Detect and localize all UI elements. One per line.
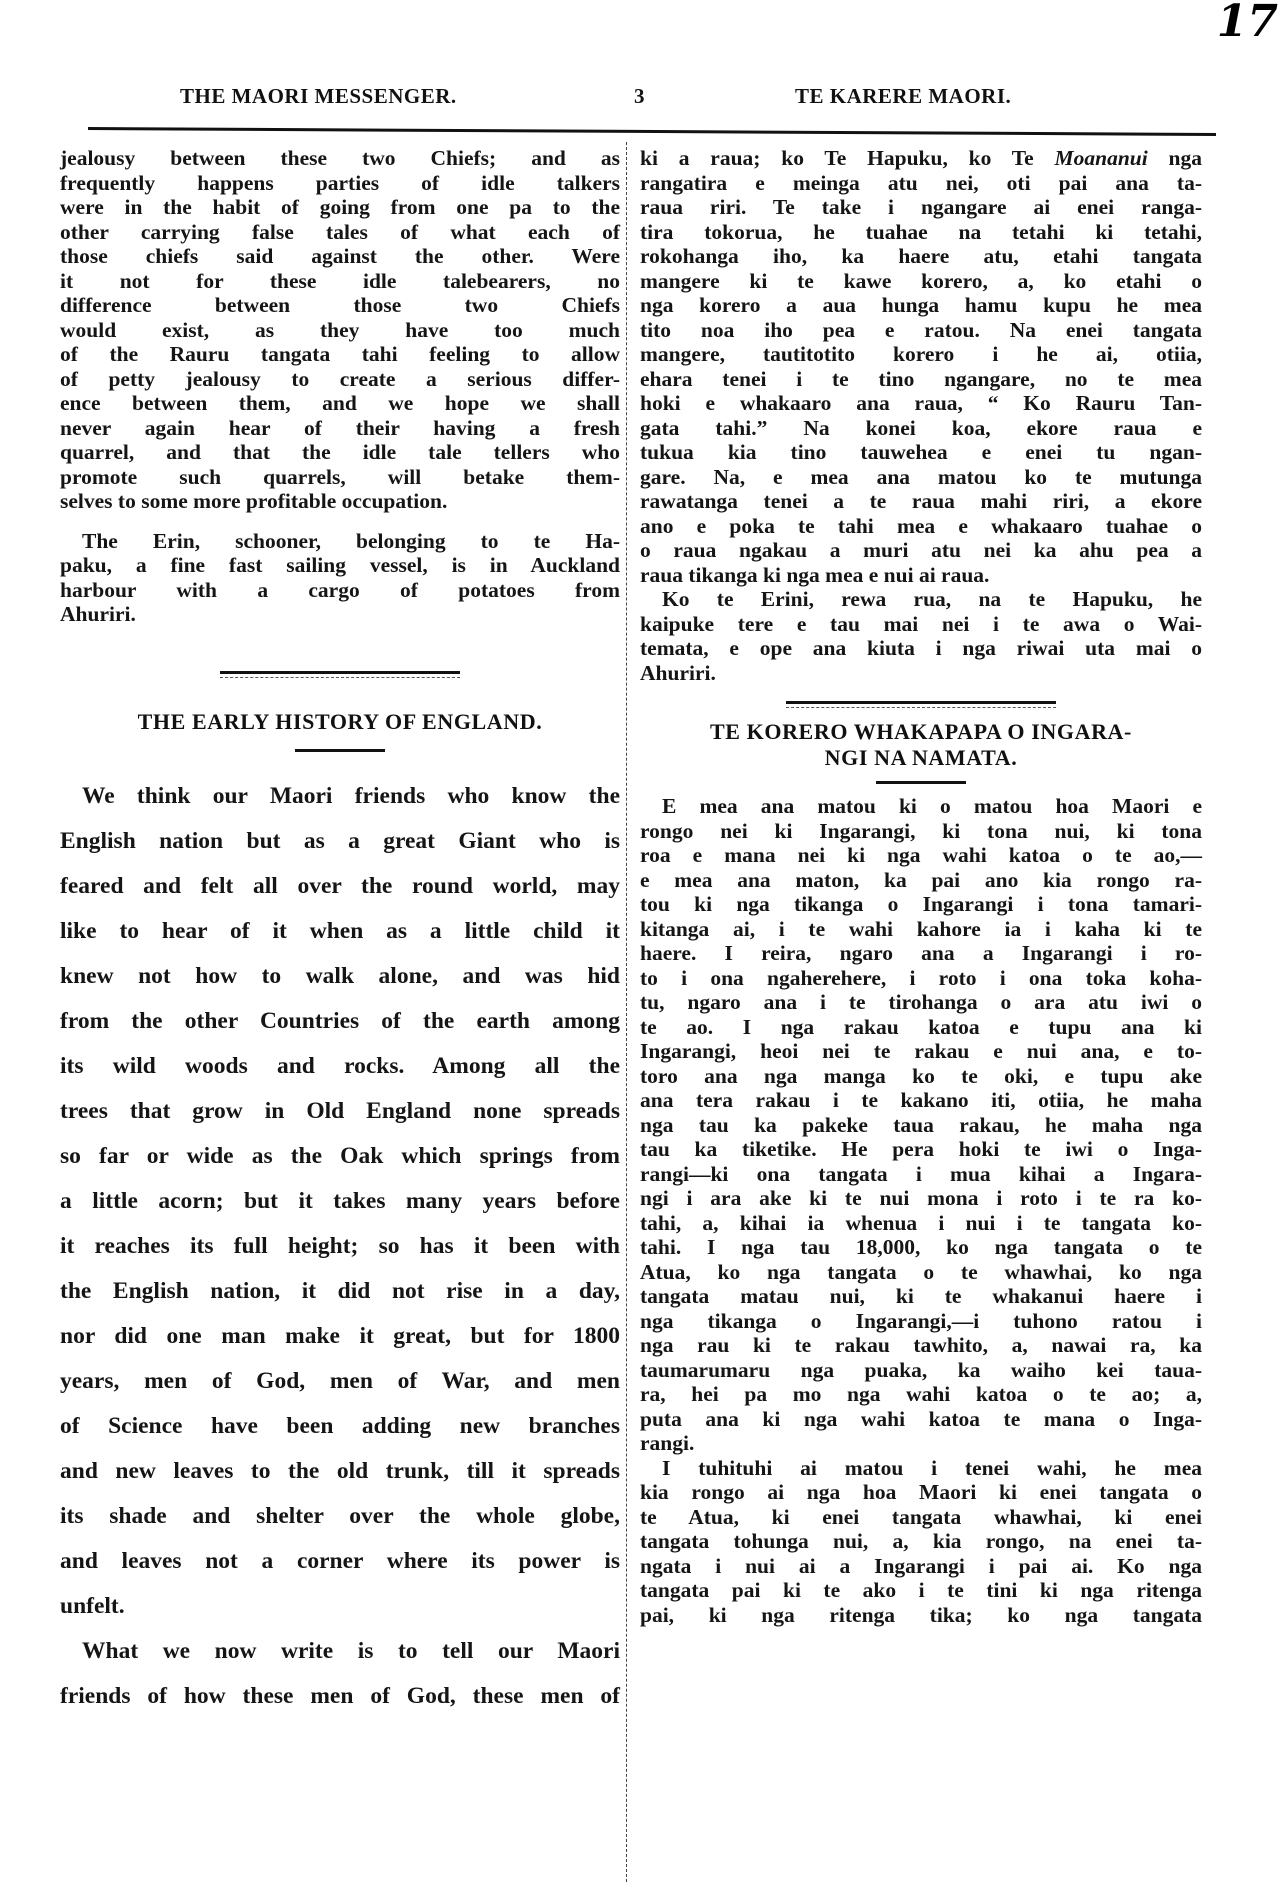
text-line: What we now write is to tell our Maori <box>82 1637 620 1664</box>
text-line: ehara tenei i te tino ngangare, no te mea <box>640 366 1202 391</box>
text-line: ana tera rakau i te kakano iti, otiia, he maha <box>640 1088 1202 1112</box>
text-line: other carrying false tales of what each of <box>60 219 620 244</box>
text-line: from the other Countries of the earth among <box>60 1007 620 1034</box>
text-line: o raua ngakau a muri atu nei ka ahu pea a <box>640 538 1202 562</box>
text-line: nga korero a aua hunga hamu kupu he mea <box>640 293 1202 317</box>
page-number: 3 <box>634 84 645 108</box>
text-line: ra, hei pa mo nga wahi katoa o te ao; a, <box>640 1382 1202 1406</box>
text-line: were in the habit of going from one pa to the <box>60 195 620 219</box>
text-line: tukua kia tino tauwehea e enei tu ngan- <box>640 440 1202 464</box>
text-line: jealousy between these two Chiefs; and as <box>60 146 620 170</box>
text-line: tangata tohunga nui, a, kia rongo, na enei ta- <box>640 1529 1202 1553</box>
text-line: toro ana nga manga ko te oki, e tupu ake <box>640 1063 1202 1088</box>
text-line: of Science have been adding new branches <box>60 1412 620 1439</box>
text-line: its shade and shelter over the whole globe, <box>60 1502 620 1529</box>
text-line: feared and felt all over the round world, may <box>60 872 620 899</box>
text-line: to i ona ngaherehere, i roto i ona toka koha- <box>640 965 1202 990</box>
text-line: of petty jealousy to create a serious differ- <box>60 366 620 391</box>
text-line: te Atua, ki enei tangata whawhai, ki enei <box>640 1504 1202 1529</box>
text-line: ence between them, and we hope we shall <box>60 391 620 415</box>
text-line: mangere, tautitotito korero i he ai, otiia, <box>640 342 1202 366</box>
text-line: it not for these idle talebearers, no <box>60 268 620 293</box>
text-line: and leaves not a corner where its power is <box>60 1547 620 1574</box>
text-line: rangi. <box>640 1431 695 1455</box>
text-line: its wild woods and rocks. Among all the <box>60 1052 620 1079</box>
text-line: tou ki nga tikanga o Ingarangi i tona tamari- <box>640 892 1202 916</box>
article-erin-paragraph <box>60 529 620 627</box>
article-korero-paragraph <box>640 794 1202 1456</box>
text-line: of the Rauru tangata tahi feeling to allow <box>60 342 620 366</box>
running-header <box>0 84 1280 114</box>
text-line: tito noa iho pea e ratou. Na enei tangata <box>640 317 1202 342</box>
text-line: tu, ngaro ana i te tirohanga o ara atu iwi o <box>640 990 1202 1014</box>
text-line: selves to some more profitable occupation. <box>60 489 448 513</box>
english-column <box>60 146 620 1719</box>
text-line: E mea ana matou ki o matou hoa Maori e <box>662 794 1202 818</box>
text-line: The Erin, schooner, belonging to te Ha- <box>82 528 620 553</box>
header-title-maori: TE KARERE MAORI. <box>795 84 1012 108</box>
text-line: Ahuriri. <box>60 602 136 626</box>
heading-underline <box>295 749 385 752</box>
text-line: Ingarangi, heoi nei te rakau e nui ana, e to- <box>640 1039 1202 1063</box>
text-line: ngi i ara ake ki te nui mona i roto i te ra ko- <box>640 1186 1202 1210</box>
text-line: e mea ana maton, ka pai ano kia rongo ra- <box>640 867 1202 892</box>
header-title-english: THE MAORI MESSENGER. <box>180 84 457 108</box>
text-line: never again hear of their having a fresh <box>60 415 620 440</box>
text-line: would exist, as they have too much <box>60 317 620 342</box>
text-line: kia rongo ai nga hoa Maori ki enei tangata o <box>640 1480 1202 1504</box>
section-heading-early-history: THE EARLY HISTORY OF ENGLAND. <box>137 708 543 734</box>
article-korero-paragraph-2 <box>640 1456 1202 1628</box>
text-line: like to hear of it when as a little child it <box>60 917 620 944</box>
text-line: pai, ki nga ritenga tika; ko nga tangata <box>640 1602 1202 1627</box>
italic-name: Moananui <box>1054 146 1148 170</box>
text-line: puta ana ki nga wahi katoa te mana o Inga- <box>640 1406 1202 1431</box>
article-rangatira-paragraph <box>640 146 1202 587</box>
text-line: Atua, ko nga tangata o te whawhai, ko nga <box>640 1259 1202 1284</box>
text-line: te ao. I nga rakau katoa e tupu ana ki <box>640 1014 1202 1039</box>
text-line: nga rau ki te rakau tawhito, a, nawai ra, ka <box>640 1333 1202 1357</box>
text-line: frequently happens parties of idle talkers <box>60 170 620 195</box>
text-line: taumarumaru nga puaka, ka waiho kei taua- <box>640 1357 1202 1382</box>
text-line: Ahuriri. <box>640 660 716 685</box>
text-line: nga tikanga o Ingarangi,—i tuhono ratou i <box>640 1308 1202 1333</box>
article-early-history-paragraph <box>60 774 620 1629</box>
column-divider <box>626 142 627 1882</box>
text-line: tangata matau nui, ki te whakanui haere i <box>640 1284 1202 1308</box>
text-line: years, men of God, men of War, and men <box>60 1367 620 1394</box>
text-line: gare. Na, e mea ana matou ko te mutunga <box>640 464 1202 489</box>
article-chiefs-paragraph <box>60 146 620 514</box>
text-line: nga tau ka pakeke taua rakau, he maha nga <box>640 1112 1202 1137</box>
text-line: trees that grow in Old England none spreads <box>60 1097 620 1124</box>
section-heading-korero-line1: TE KORERO WHAKAPAPA O INGARA- <box>710 719 1132 744</box>
text-line: knew not how to walk alone, and was hid <box>60 962 620 989</box>
section-separator <box>220 671 460 679</box>
text-line: raua tikanga ki nga mea e nui ai raua. <box>640 562 990 587</box>
text-line: We think our Maori friends who know the <box>82 782 620 809</box>
text-line: ki a raua; ko Te Hapuku, ko Te Moananui nga <box>640 146 1202 170</box>
heading-underline-maori <box>876 781 966 784</box>
text-line: rongo nei ki Ingarangi, ki tona nui, ki tona <box>640 818 1202 843</box>
text-line: unfelt. <box>60 1592 125 1619</box>
text-line: tira tokorua, he tuahae na tetahi ki tetahi, <box>640 219 1202 244</box>
page-mark: 17 <box>1216 0 1278 47</box>
header-rule <box>88 127 1216 136</box>
text-line: raua riri. Te take i ngangare ai enei ranga- <box>640 195 1202 219</box>
text-line: paku, a fine fast sailing vessel, is in Auckland <box>60 553 620 577</box>
text-line: nor did one man make it great, but for 1800 <box>60 1322 620 1349</box>
text-line: harbour with a cargo of potatoes from <box>60 577 620 602</box>
text-line: difference between those two Chiefs <box>60 293 620 317</box>
text-line: promote such quarrels, will betake them- <box>60 464 620 489</box>
text-line: haere. I reira, ngaro ana a Ingarangi i ro- <box>640 941 1202 965</box>
text-line: rangi—ki ona tangata i mua kihai a Ingara- <box>640 1161 1202 1186</box>
text-line: so far or wide as the Oak which springs from <box>60 1142 620 1169</box>
text-line: hoki e whakaaro ana raua, “ Ko Rauru Tan- <box>640 391 1202 415</box>
text-line: mangere ki te kawe korero, a, ko etahi o <box>640 268 1202 293</box>
text-line: a little acorn; but it takes many years before <box>60 1187 620 1214</box>
text-line: rokohanga iho, ka haere atu, etahi tangata <box>640 244 1202 268</box>
text-line: the English nation, it did not rise in a day, <box>60 1277 620 1304</box>
text-line: tau ka tiketike. He pera hoki te iwi o Inga- <box>640 1137 1202 1161</box>
text-line: tahi, a, kihai ia whenua i nui i te tangata ko- <box>640 1210 1202 1235</box>
text-line: and new leaves to the old trunk, till it spreads <box>60 1457 620 1484</box>
maori-column <box>640 146 1202 1627</box>
text-line: Ko te Erini, rewa rua, na te Hapuku, he <box>662 587 1202 611</box>
text-line: tahi. I nga tau 18,000, ko nga tangata o te <box>640 1235 1202 1259</box>
text-line: rawatanga tenei a te raua mahi riri, a ekore <box>640 489 1202 513</box>
text-line: it reaches its full height; so has it been with <box>60 1232 620 1259</box>
text-line: quarrel, and that the idle tale tellers who <box>60 440 620 464</box>
text-line: ngata i nui ai a Ingarangi i pai ai. Ko nga <box>640 1553 1202 1578</box>
text-line: kitanga ai, i te wahi kahore ia i kaha ki te <box>640 916 1202 941</box>
text-line: those chiefs said against the other. Were <box>60 244 620 268</box>
section-separator-maori <box>786 701 1056 709</box>
text-line: roa e mana nei ki nga wahi katoa o te ao,— <box>640 843 1202 867</box>
text-line: temata, e ope ana kiuta i nga riwai uta mai o <box>640 636 1202 660</box>
text-line: I tuhituhi ai matou i tenei wahi, he mea <box>662 1455 1202 1480</box>
text-line: ano e poka te tahi mea e whakaaro tuahae o <box>640 513 1202 538</box>
text-line: rangatira e meinga atu nei, oti pai ana ta- <box>640 170 1202 195</box>
text-line: tangata pai ki te ako i te tini ki nga ritenga <box>640 1578 1202 1602</box>
section-heading-korero-line2: NGI NA NAMATA. <box>824 745 1018 770</box>
text-line: kaipuke tere e tau mai nei i te awa o Wai- <box>640 611 1202 636</box>
text-line: gata tahi.” Na konei koa, ekore raua e <box>640 415 1202 440</box>
article-early-history-paragraph-2 <box>60 1629 620 1719</box>
text-line: friends of how these men of God, these men of <box>60 1682 620 1709</box>
article-erini-paragraph <box>640 587 1202 685</box>
text-line: English nation but as a great Giant who is <box>60 827 620 854</box>
